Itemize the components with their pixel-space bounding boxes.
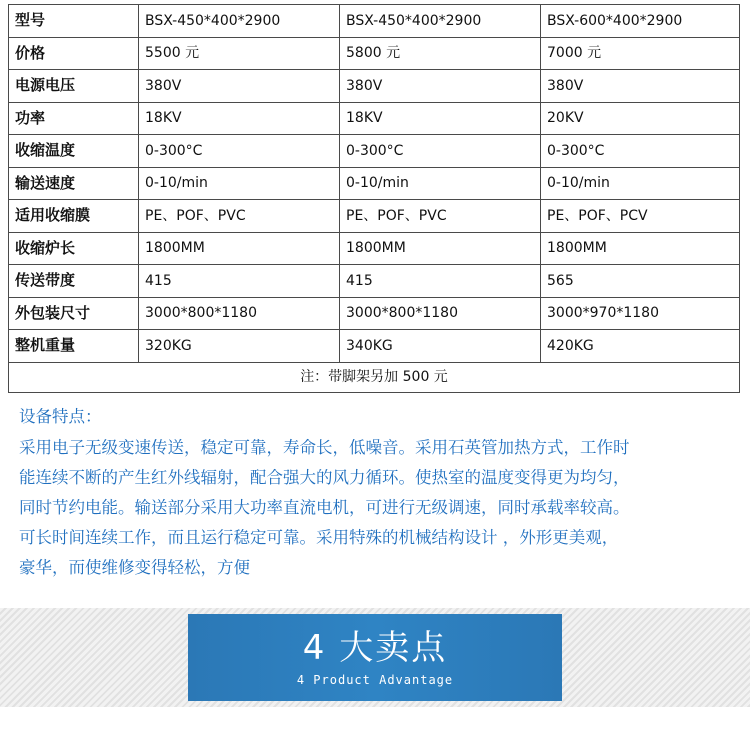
cell-value: 340KG (340, 330, 541, 363)
table-row (9, 200, 740, 233)
banner-title: 4 大卖点 (302, 628, 448, 668)
cell-value: 3000*800*1180 (340, 297, 541, 330)
cell-value: 320KG (139, 330, 340, 363)
spec-table-body (9, 5, 740, 393)
table-note-row (9, 362, 740, 392)
cell-value: 3000*970*1180 (541, 297, 740, 330)
section-banner (0, 608, 750, 707)
table-note: 注：带脚架另加 500 元 (9, 362, 740, 392)
cell-value: 7000 元 (541, 37, 740, 70)
spec-table (8, 4, 740, 393)
cell-value: 380V (340, 70, 541, 103)
cell-value: 0-10/min (340, 167, 541, 200)
features-title: 设备特点： (19, 407, 102, 426)
cell-value: 1800MM (340, 232, 541, 265)
features-line: 同时节约电能。输送部分采用大功率直流电机，可进行无级调速，同时承载率较高。 (19, 498, 630, 517)
cell-value: 0-300°C (340, 135, 541, 168)
table-row (9, 102, 740, 135)
cell-value: 415 (340, 265, 541, 298)
cell-value: 1800MM (139, 232, 340, 265)
table-row (9, 330, 740, 363)
cell-value: BSX-450*400*2900 (139, 5, 340, 38)
row-label: 传送带度 (9, 265, 139, 298)
cell-value: 415 (139, 265, 340, 298)
table-row (9, 167, 740, 200)
table-row (9, 70, 740, 103)
cell-value: 0-10/min (541, 167, 740, 200)
table-row (9, 232, 740, 265)
row-label: 整机重量 (9, 330, 139, 363)
features-line: 采用电子无级变速传送，稳定可靠，寿命长，低噪音。采用石英管加热方式，工作时 (19, 438, 630, 457)
row-label: 适用收缩膜 (9, 200, 139, 233)
row-label: 收缩炉长 (9, 232, 139, 265)
row-label: 电源电压 (9, 70, 139, 103)
cell-value: 380V (541, 70, 740, 103)
features-line: 可长时间连续工作，而且运行稳定可靠。采用特殊的机械结构设计 ，外形更美观， (19, 528, 619, 547)
row-label: 功率 (9, 102, 139, 135)
cell-value: BSX-450*400*2900 (340, 5, 541, 38)
row-label: 输送速度 (9, 167, 139, 200)
cell-value: 5800 元 (340, 37, 541, 70)
row-label: 型号 (9, 5, 139, 38)
cell-value: 565 (541, 265, 740, 298)
cell-value: 0-10/min (139, 167, 340, 200)
table-row (9, 297, 740, 330)
cell-value: 1800MM (541, 232, 740, 265)
features-line: 能连续不断的产生红外线辐射，配合强大的风力循环。使热室的温度变得更为均匀， (19, 468, 630, 487)
cell-value: 0-300°C (541, 135, 740, 168)
table-row (9, 5, 740, 38)
features-section (19, 404, 741, 583)
table-row (9, 265, 740, 298)
cell-value: 18KV (139, 102, 340, 135)
table-row (9, 135, 740, 168)
cell-value: 420KG (541, 330, 740, 363)
cell-value: PE、POF、PVC (340, 200, 541, 233)
row-label: 价格 (9, 37, 139, 70)
cell-value: 380V (139, 70, 340, 103)
row-label: 收缩温度 (9, 135, 139, 168)
cell-value: PE、POF、PVC (139, 200, 340, 233)
cell-value: BSX-600*400*2900 (541, 5, 740, 38)
banner-box (188, 614, 562, 701)
table-row (9, 37, 740, 70)
cell-value: PE、POF、PCV (541, 200, 740, 233)
banner-subtitle: 4 Product Advantage (296, 673, 454, 687)
cell-value: 0-300°C (139, 135, 340, 168)
cell-value: 5500 元 (139, 37, 340, 70)
cell-value: 18KV (340, 102, 541, 135)
cell-value: 20KV (541, 102, 740, 135)
row-label: 外包装尺寸 (9, 297, 139, 330)
features-line: 豪华，而使维修变得轻松，方便 (19, 558, 250, 577)
cell-value: 3000*800*1180 (139, 297, 340, 330)
